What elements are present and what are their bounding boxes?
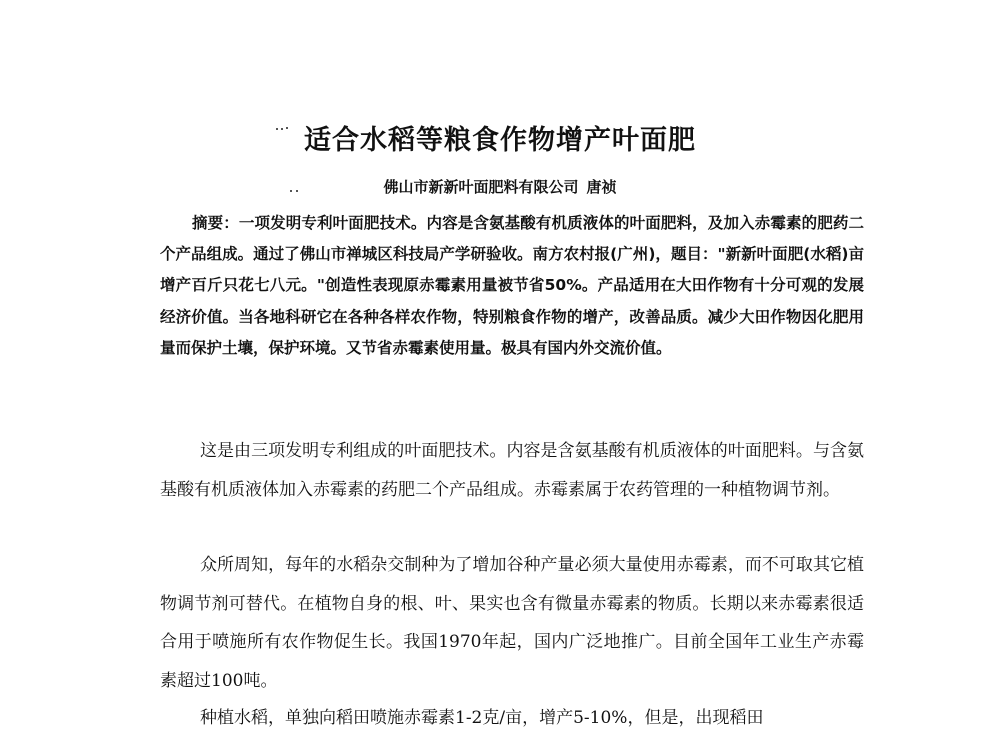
author-line: [0, 176, 1000, 197]
body-paragraph-1: 这是由三项发明专利组成的叶面肥技术。内容是含氨基酸有机质液体的叶面肥料。与含氨基酸有机质液体加入赤霉素的药肥二个产品组成。赤霉素属于农药管理的一种植物调节剂。: [160, 441, 864, 500]
document-title: 适合水稻等粮食作物增产叶面肥: [304, 125, 696, 156]
author-name: 唐祯: [586, 178, 617, 196]
body-paragraph-2: 众所周知，每年的水稻杂交制种为了增加谷种产量必须大量使用赤霉素，而不可取其它植物调节剂可替代。在植物自身的根、叶、果实也含有微量赤霉素的物质。长期以来赤霉素很适合用于喷施所有农作物促生长。我国1970年起，国内广泛地推广。目前全国年工业生产赤霉素超过100吨。: [160, 555, 864, 691]
abstract: 摘要：一项发明专利叶面肥技术。内容是含氨基酸有机质液体的叶面肥料，及加入赤霉素的肥药二个产品组成。通过了佛山市禅城区科技局产学研验收。南方农村报(广州)，题目："新新叶面肥(水稻)亩增产百斤只花七八元。"创造性表现原赤霉素用量被节省50%。产品适用在大田作物有十分可观的发展经济价值。当各地科研它在各种各样农作物，特别粮食作物的增产，改善品质。减少大田作物因化肥用量而保护土壤，保护环境。又节省赤霉素使用量。极具有国内外交流价值。: [160, 214, 864, 357]
body-paragraph-3: 种植水稻，单独向稻田喷施赤霉素1-2克/亩，增产5-10%，但是，出现稻田: [200, 708, 764, 728]
author-organization: 佛山市新新叶面肥料有限公司: [383, 178, 579, 196]
